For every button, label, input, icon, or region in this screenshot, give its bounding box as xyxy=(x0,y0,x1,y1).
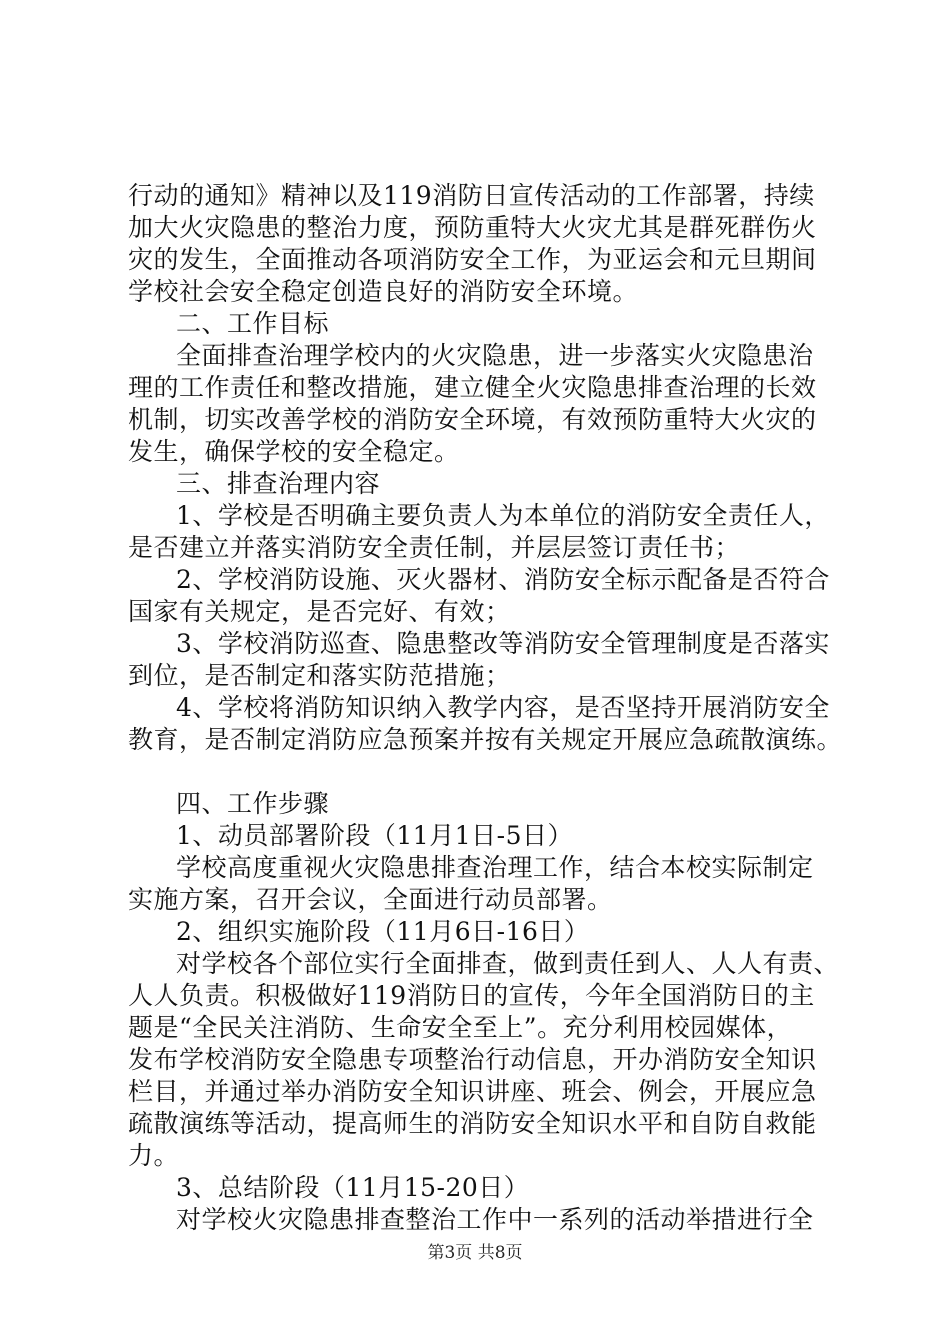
body-line: 疏散演练等活动，提高师生的消防安全知识水平和自防自救能 xyxy=(128,1109,817,1138)
body-line: 发布学校消防安全隐患专项整治行动信息，开办消防安全知识 xyxy=(128,1045,817,1074)
page-number-footer: 第3页 共8页 xyxy=(427,1243,523,1263)
body-line: 到位，是否制定和落实防范措施； xyxy=(128,661,511,690)
section-heading: 二、工作目标 xyxy=(176,309,330,338)
body-line: 行动的通知》精神以及119消防日宣传活动的工作部署，持续 xyxy=(128,181,815,210)
body-line: 题是“全民关注消防、生命安全至上”。充分利用校园媒体， xyxy=(128,1013,793,1042)
list-item: 3、学校消防巡查、隐患整改等消防安全管理制度是否落实 xyxy=(176,629,830,658)
body-line: 发生，确保学校的安全稳定。 xyxy=(128,437,460,466)
section-heading: 三、排查治理内容 xyxy=(176,469,381,498)
body-line: 是否建立并落实消防安全责任制，并层层签订责任书； xyxy=(128,533,741,562)
body-line: 教育，是否制定消防应急预案并按有关规定开展应急疏散演练。 xyxy=(128,725,843,754)
body-line: 对学校火灾隐患排查整治工作中一系列的活动举措进行全 xyxy=(176,1205,814,1234)
body-line: 加大火灾隐患的整治力度，预防重特大火灾尤其是群死群伤火 xyxy=(128,213,817,242)
sub-heading: 3、总结阶段（11月15-20日） xyxy=(176,1173,530,1202)
body-line: 全面排查治理学校内的火灾隐患，进一步落实火灾隐患治 xyxy=(176,341,814,370)
body-line: 栏目，并通过举办消防安全知识讲座、班会、例会，开展应急 xyxy=(128,1077,817,1106)
body-line: 国家有关规定，是否完好、有效； xyxy=(128,597,511,626)
sub-heading: 2、组织实施阶段（11月6日-16日） xyxy=(176,917,590,946)
body-line: 灾的发生，全面推动各项消防安全工作，为亚运会和元旦期间 xyxy=(128,245,817,274)
body-line: 学校高度重视火灾隐患排查治理工作，结合本校实际制定 xyxy=(176,853,814,882)
section-heading: 四、工作步骤 xyxy=(176,789,330,818)
body-line: 学校社会安全稳定创造良好的消防安全环境。 xyxy=(128,277,639,306)
list-item: 4、学校将消防知识纳入教学内容，是否坚持开展消防安全 xyxy=(176,693,830,722)
sub-heading: 1、动员部署阶段（11月1日-5日） xyxy=(176,821,573,850)
body-line: 人人负责。积极做好119消防日的宣传，今年全国消防日的主 xyxy=(128,981,815,1010)
body-line: 对学校各个部位实行全面排查，做到责任到人、人人有责、 xyxy=(176,949,840,978)
body-line: 理的工作责任和整改措施，建立健全火灾隐患排查治理的长效 xyxy=(128,373,817,402)
list-item: 1、学校是否明确主要负责人为本单位的消防安全责任人， xyxy=(176,501,830,530)
body-line: 机制，切实改善学校的消防安全环境，有效预防重特大火灾的 xyxy=(128,405,817,434)
body-line: 实施方案，召开会议，全面进行动员部署。 xyxy=(128,885,613,914)
body-line: 力。 xyxy=(128,1141,180,1170)
list-item: 2、学校消防设施、灭火器材、消防安全标示配备是否符合 xyxy=(176,565,830,594)
